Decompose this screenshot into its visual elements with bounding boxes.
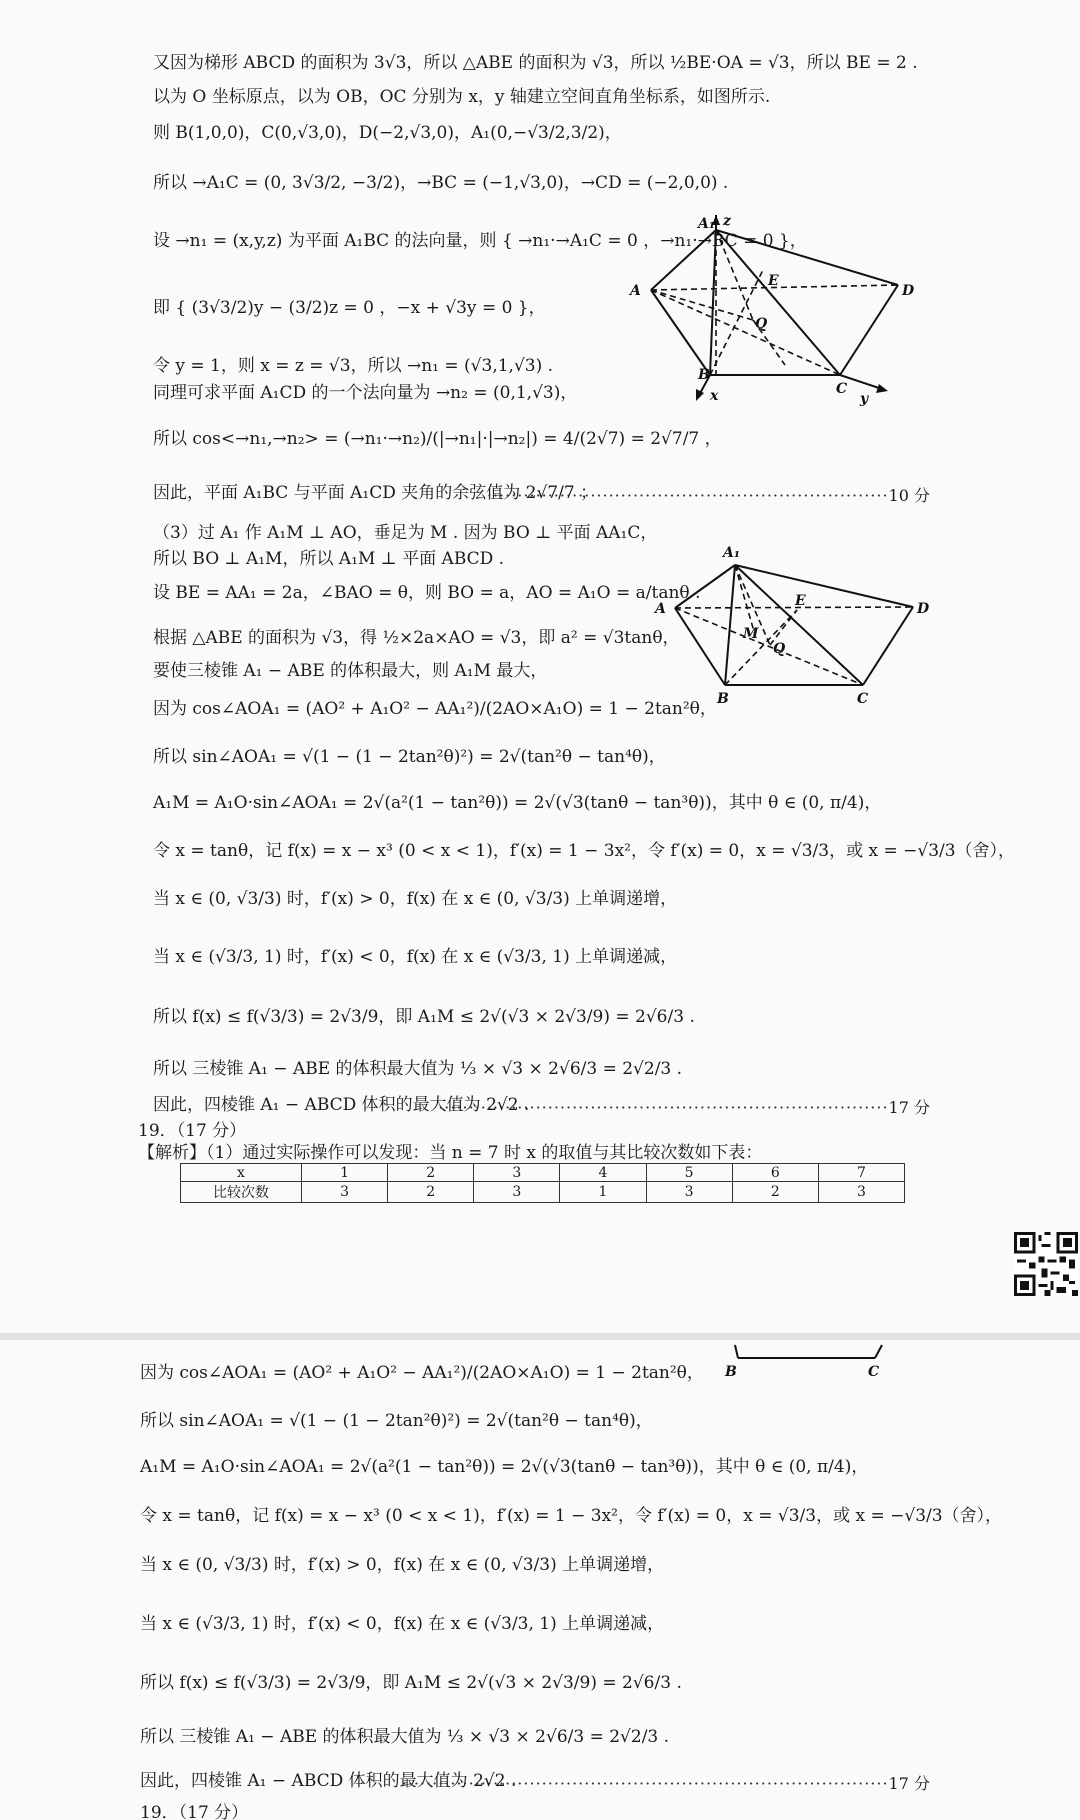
table-row <box>181 1164 905 1182</box>
dot-leader: ·································································· <box>486 486 889 505</box>
text-line: 【解析】（1）通过实际操作可以发现：当 n = 7 时 x 的取值与其比较次数如下表： <box>138 1143 763 1163</box>
text-line: 设 BE = AA₁ = 2a，∠BAO = θ，则 BO = a，AO = A₁O = a/tanθ . <box>153 583 701 603</box>
text-line: 所以 BO ⊥ A₁M，所以 A₁M ⊥ 平面 ABCD . <box>153 549 505 569</box>
score-marker <box>402 1771 930 1794</box>
document-page-2 <box>0 1340 1080 1820</box>
folded-pyramid-diagram <box>645 535 935 715</box>
diagram-label: D <box>917 601 930 617</box>
score-label: 17 分 <box>888 1098 930 1117</box>
score-marker <box>487 483 930 506</box>
diagram-label: x <box>710 388 719 404</box>
text-line: 所以 sin∠AOA₁ = √(1 − (1 − 2tan²θ)²) = 2√(tan²θ − tan⁴θ)， <box>153 747 666 767</box>
diagram-label: Q <box>755 316 768 332</box>
text-line: 以为 O 坐标原点，以为 OB，OC 分别为 x，y 轴建立空间直角坐标系，如图所示. <box>153 87 771 107</box>
table-row <box>181 1182 905 1203</box>
text-line: A₁M = A₁O·sin∠AOA₁ = 2√(a²(1 − tan²θ)) = 2√(√3(tanθ − tan³θ))，其中 θ ∈ (0, π/4)， <box>153 793 882 813</box>
table-cell: 2 <box>388 1164 474 1182</box>
diagram-label: z <box>723 215 731 229</box>
text-line: 所以 sin∠AOA₁ = √(1 − (1 − 2tan²θ)²) = 2√(tan²θ − tan⁴θ)， <box>140 1411 653 1431</box>
question-number: 19．（17 分） <box>140 1803 249 1820</box>
text-line: 因此，四棱锥 A₁ − ABCD 体积的最大值为 2√2 . <box>153 1095 530 1115</box>
text-line: 又因为梯形 ABCD 的面积为 3√3，所以 △ABE 的面积为 √3，所以 ½BE·OA = √3，所以 BE = 2 . <box>153 53 918 73</box>
text-line: 因为 cos∠AOA₁ = (AO² + A₁O² − AA₁²)/(2AO×A₁O) = 1 − 2tan²θ， <box>153 699 717 719</box>
partial-diagram <box>700 1340 900 1385</box>
text-line: 当 x ∈ (0, √3/3) 时，f′(x) > 0，f(x) 在 x ∈ (0, √3/3) 上单调递增， <box>153 889 678 909</box>
text-line: 所以 f(x) ≤ f(√3/3) = 2√3/9，即 A₁M ≤ 2√(√3 × 2√3/9) = 2√6/3 . <box>153 1007 695 1027</box>
diagram-label: A₁ <box>698 216 715 232</box>
text-line: （3）过 A₁ 作 A₁M ⊥ AO，垂足为 M . 因为 BO ⊥ 平面 AA₁C， <box>153 523 658 543</box>
comparison-table <box>180 1163 905 1203</box>
text-line: 当 x ∈ (0, √3/3) 时，f′(x) > 0，f(x) 在 x ∈ (0, √3/3) 上单调递增， <box>140 1555 665 1575</box>
table-cell: 6 <box>732 1164 818 1182</box>
text-line: 当 x ∈ (√3/3, 1) 时，f′(x) < 0，f(x) 在 x ∈ (√3/3, 1) 上单调递减， <box>140 1614 665 1634</box>
table-cell: 7 <box>818 1164 904 1182</box>
table-cell: x <box>181 1164 302 1182</box>
text-line: 所以 cos<→n₁,→n₂> = (→n₁·→n₂)/(|→n₁|·|→n₂|) = 4/(2√7) = 2√7/7 ， <box>153 429 722 449</box>
diagram-label: B <box>725 1364 737 1380</box>
diagram-label: A₁ <box>723 545 740 561</box>
question-number: 19．（17 分） <box>138 1121 247 1141</box>
table-cell: 3 <box>302 1182 388 1203</box>
qr-code <box>1014 1232 1078 1296</box>
table-cell: 3 <box>474 1182 560 1203</box>
diagram-label: E <box>795 593 806 609</box>
text-line: 因此，平面 A₁BC 与平面 A₁CD 夹角的余弦值为 2√7/7 ； <box>153 483 598 503</box>
table-cell: 比较次数 <box>181 1182 302 1203</box>
text-line: 因为 cos∠AOA₁ = (AO² + A₁O² − AA₁²)/(2AO×A₁O) = 1 − 2tan²θ， <box>140 1363 704 1383</box>
score-marker <box>438 1095 930 1118</box>
text-line: 所以 f(x) ≤ f(√3/3) = 2√3/9，即 A₁M ≤ 2√(√3 × 2√3/9) = 2√6/3 . <box>140 1673 682 1693</box>
page-divider <box>0 1333 1080 1340</box>
diagram-label: B <box>698 367 710 383</box>
score-label: 17 分 <box>888 1774 930 1793</box>
table-cell: 3 <box>646 1182 732 1203</box>
pyramid-coordinate-diagram <box>620 215 930 415</box>
table-cell: 2 <box>732 1182 818 1203</box>
text-line: 设 →n₁ = (x,y,z) 为平面 A₁BC 的法向量，则 { →n₁·→A₁C = 0 ，→n₁·→BC = 0 }， <box>153 231 807 251</box>
text-line: 因此，四棱锥 A₁ − ABCD 体积的最大值为 2√2 . <box>140 1771 517 1791</box>
diagram-label: C <box>857 691 869 707</box>
dot-leader: ················································································ <box>401 1774 889 1793</box>
text-line: 则 B(1,0,0)，C(0,√3,0)，D(−2,√3,0)，A₁(0,−√3/2,3/2)， <box>153 123 622 143</box>
text-line: 所以 三棱锥 A₁ − ABE 的体积最大值为 ⅓ × √3 × 2√6/3 = 2√2/3 . <box>140 1727 670 1747</box>
table-cell: 1 <box>560 1182 646 1203</box>
dot-leader: ·········································································· <box>438 1098 889 1117</box>
table-cell: 3 <box>474 1164 560 1182</box>
text-line: 令 x = tanθ，记 f(x) = x − x³ (0 < x < 1)，f′(x) = 1 − 3x²，令 f′(x) = 0，x = √3/3，或 x = −√3/3（舍）， <box>153 841 1016 861</box>
table-cell: 5 <box>646 1164 732 1182</box>
diagram-label: B <box>717 691 729 707</box>
table-cell: 4 <box>560 1164 646 1182</box>
diagram-label: C <box>836 381 848 397</box>
diagram-label: C <box>868 1364 880 1380</box>
text-line: 令 y = 1，则 x = z = √3，所以 →n₁ = (√3,1,√3) . <box>153 356 554 376</box>
text-line: 根据 △ABE 的面积为 √3，得 ½×2a×AO = √3，即 a² = √3tanθ， <box>153 628 680 648</box>
text-line: 所以 三棱锥 A₁ − ABE 的体积最大值为 ⅓ × √3 × 2√6/3 = 2√2/3 . <box>153 1059 683 1079</box>
table-cell: 1 <box>302 1164 388 1182</box>
text-line: 要使三棱锥 A₁ − ABE 的体积最大，则 A₁M 最大， <box>153 661 548 681</box>
diagram-label: A <box>655 601 666 617</box>
diagram-label: y <box>860 391 869 407</box>
table-cell: 3 <box>818 1182 904 1203</box>
text-line: 所以 →A₁C = (0, 3√3/2, −3/2)，→BC = (−1,√3,0)，→CD = (−2,0,0) . <box>153 173 729 193</box>
text-line: A₁M = A₁O·sin∠AOA₁ = 2√(a²(1 − tan²θ)) = 2√(√3(tanθ − tan³θ))，其中 θ ∈ (0, π/4)， <box>140 1457 869 1477</box>
diagram-label: Q <box>773 641 786 657</box>
diagram-label: M <box>743 626 759 642</box>
text-line: 令 x = tanθ，记 f(x) = x − x³ (0 < x < 1)，f′(x) = 1 − 3x²，令 f′(x) = 0，x = √3/3，或 x = −√3/3（舍）， <box>140 1506 1003 1526</box>
text-line: 当 x ∈ (√3/3, 1) 时，f′(x) < 0，f(x) 在 x ∈ (√3/3, 1) 上单调递减， <box>153 947 678 967</box>
table-cell: 2 <box>388 1182 474 1203</box>
score-label: 10 分 <box>888 486 930 505</box>
diagram-label: A <box>630 283 641 299</box>
text-line: 同理可求平面 A₁CD 的一个法向量为 →n₂ = (0,1,√3)， <box>153 383 578 403</box>
text-line: 即 { (3√3/2)y − (3/2)z = 0 ，−x + √3y = 0 }， <box>153 298 546 318</box>
diagram-label: E <box>768 273 779 289</box>
diagram-label: D <box>902 283 915 299</box>
